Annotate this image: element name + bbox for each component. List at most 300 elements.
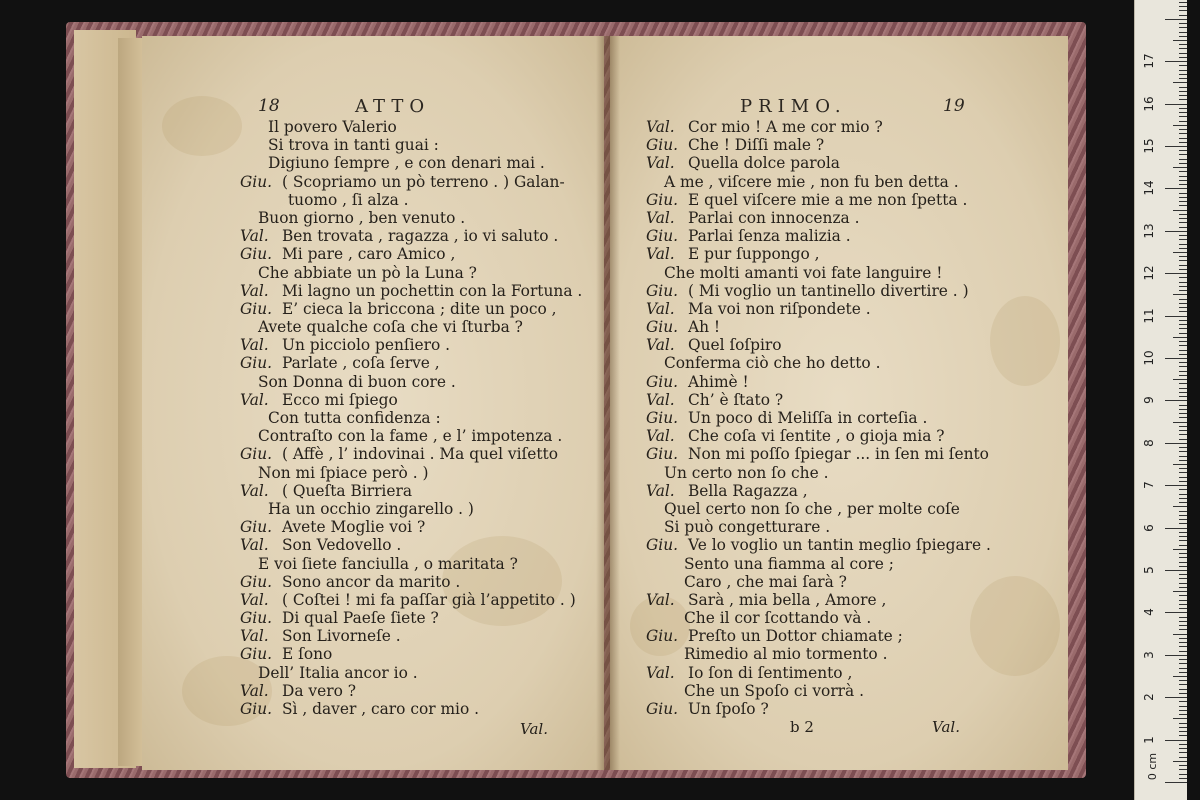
ruler-tick xyxy=(1179,112,1187,113)
ruler-tick xyxy=(1165,528,1187,529)
speaker-label: Val. xyxy=(646,427,675,446)
text-line xyxy=(240,482,582,500)
text-line xyxy=(240,191,582,209)
ruler-tick xyxy=(1179,392,1187,393)
ruler-tick xyxy=(1179,366,1187,367)
speaker-label: Val. xyxy=(240,281,269,300)
text-line xyxy=(240,173,582,191)
speaker-label: Val. xyxy=(646,390,675,409)
ruler-tick xyxy=(1179,477,1187,478)
verse-text: Il povero Valerio xyxy=(268,118,397,136)
verse-text: Preſto un Dottor chiamate ; xyxy=(688,627,903,646)
verse-text: Avete qualche coſa che vi ſturba ? xyxy=(258,318,523,337)
verse-text: Son Donna di buon core . xyxy=(258,372,456,391)
ruler-tick xyxy=(1165,400,1187,401)
ruler-tick xyxy=(1179,651,1187,652)
ruler-number: 14 xyxy=(1142,180,1156,197)
ruler-number: 12 xyxy=(1142,265,1156,281)
text-line xyxy=(646,245,991,263)
text-line xyxy=(646,136,991,154)
ruler-tick xyxy=(1179,133,1187,134)
ruler-tick xyxy=(1179,201,1187,202)
text-line xyxy=(240,464,582,482)
speaker-label: Val. xyxy=(240,390,269,409)
verse-text: Che abbiate un pò la Luna ? xyxy=(258,263,477,282)
ruler-tick xyxy=(1179,227,1187,228)
text-line xyxy=(240,609,582,627)
verse-text: Mi lagno un pochettin con la Fortuna . xyxy=(282,281,583,300)
verse-text: Parlai ſenza malizia . xyxy=(688,227,851,246)
ruler-tick xyxy=(1179,333,1187,334)
ruler-tick xyxy=(1179,769,1187,770)
ruler-tick xyxy=(1179,10,1187,11)
ruler-tick xyxy=(1179,65,1187,66)
ruler-tick xyxy=(1179,519,1187,520)
speaker-label: Giu. xyxy=(240,700,273,718)
ruler-tick xyxy=(1179,714,1187,715)
verse-text: Ve lo voglio un tantin meglio ſpiegare . xyxy=(688,536,991,555)
speaker-label: Giu. xyxy=(646,372,679,391)
ruler-tick xyxy=(1165,697,1187,698)
text-line xyxy=(646,518,991,536)
ruler-tick xyxy=(1179,557,1187,558)
right-catchword: Val. xyxy=(932,718,960,736)
ruler-tick xyxy=(1179,659,1187,660)
verse-text: Da vero ? xyxy=(282,681,356,700)
ruler-tick xyxy=(1179,99,1187,100)
right-page-text xyxy=(646,118,991,718)
verse-text: Si può congetturare . xyxy=(664,518,831,537)
text-line xyxy=(646,318,991,336)
ruler-tick xyxy=(1179,672,1187,673)
verse-text: tuomo , ſi alza . xyxy=(288,190,409,209)
verse-text: Che molti amanti voi fate languire ! xyxy=(664,263,943,282)
text-line xyxy=(646,173,991,191)
ruler-tick xyxy=(1179,748,1187,749)
ruler-tick xyxy=(1179,778,1187,779)
verse-text: Parlai con innocenza . xyxy=(688,208,860,227)
text-line xyxy=(240,154,582,172)
ruler-tick xyxy=(1179,341,1187,342)
ruler-tick xyxy=(1165,570,1187,571)
verse-text: Che ! Diſſi male ? xyxy=(688,136,825,155)
text-line xyxy=(646,118,991,136)
left-catchword: Val. xyxy=(520,720,548,738)
verse-text: Ecco mi ſpiego xyxy=(282,390,398,409)
ruler-tick xyxy=(1179,409,1187,410)
speaker-label: Giu. xyxy=(646,409,679,427)
ruler-tick xyxy=(1179,701,1187,702)
foxing-stain xyxy=(990,296,1060,386)
ruler-tick xyxy=(1179,150,1187,151)
verse-text: Son Livorneſe . xyxy=(282,627,401,646)
ruler-tick xyxy=(1179,417,1187,418)
verse-text: ( Queſta Birriera xyxy=(282,481,412,500)
text-line xyxy=(240,391,582,409)
ruler-tick xyxy=(1165,19,1187,20)
ruler-tick xyxy=(1179,434,1187,435)
ruler-tick xyxy=(1179,642,1187,643)
ruler-tick xyxy=(1179,218,1187,219)
speaker-label: Val. xyxy=(646,590,675,609)
foxing-stain xyxy=(162,96,242,156)
verse-text: ( Coſtei ! mi fa paſſar già l’appetito . ) xyxy=(282,590,576,609)
speaker-label: Val. xyxy=(240,627,269,646)
text-line xyxy=(646,682,991,700)
ruler-tick xyxy=(1179,36,1187,37)
ruler-tick xyxy=(1179,447,1187,448)
ruler-tick xyxy=(1179,320,1187,321)
ruler-tick xyxy=(1179,562,1187,563)
speaker-label: Val. xyxy=(646,154,675,173)
ruler-tick xyxy=(1179,731,1187,732)
ruler-tick xyxy=(1179,511,1187,512)
ruler-tick xyxy=(1179,765,1187,766)
ruler-tick xyxy=(1179,668,1187,669)
ruler-tick xyxy=(1179,184,1187,185)
text-line xyxy=(646,191,991,209)
verse-text: Con tutta confidenza : xyxy=(268,409,441,427)
ruler-tick xyxy=(1179,44,1187,45)
ruler-tick xyxy=(1179,163,1187,164)
ruler-tick xyxy=(1179,362,1187,363)
speaker-label: Giu. xyxy=(240,518,273,537)
ruler-tick xyxy=(1179,269,1187,270)
ruler-tick xyxy=(1173,634,1187,635)
ruler-tick xyxy=(1179,430,1187,431)
left-running-head: ATTO xyxy=(355,96,431,117)
ruler-tick xyxy=(1179,638,1187,639)
ruler-tick xyxy=(1179,277,1187,278)
ruler-tick xyxy=(1179,566,1187,567)
verse-text: Io ſon di ſentimento , xyxy=(688,663,853,682)
ruler-tick xyxy=(1179,405,1187,406)
ruler-tick xyxy=(1165,655,1187,656)
ruler-tick xyxy=(1179,307,1187,308)
ruler-tick xyxy=(1173,379,1187,380)
speaker-label: Giu. xyxy=(240,609,273,628)
ruler-tick xyxy=(1179,536,1187,537)
ruler-tick xyxy=(1179,23,1187,24)
speaker-label: Giu. xyxy=(646,227,679,246)
ruler-tick xyxy=(1173,40,1187,41)
verse-text: Che coſa vi ſentite , o gioja mia ? xyxy=(688,427,945,446)
ruler-number: 8 xyxy=(1142,438,1156,447)
text-line xyxy=(646,664,991,682)
ruler-number: 1 xyxy=(1142,735,1156,744)
ruler-tick xyxy=(1179,176,1187,177)
ruler-tick xyxy=(1179,706,1187,707)
text-line xyxy=(240,264,582,282)
ruler-number: 5 xyxy=(1142,566,1156,574)
ruler-tick xyxy=(1179,663,1187,664)
ruler-tick xyxy=(1179,70,1187,71)
verse-text: Buon giorno , ben venuto . xyxy=(258,208,466,227)
text-line xyxy=(646,645,991,663)
ruler-tick xyxy=(1179,744,1187,745)
ruler-tick xyxy=(1165,316,1187,317)
ruler-tick xyxy=(1179,375,1187,376)
speaker-label: Val. xyxy=(646,208,675,227)
ruler-tick xyxy=(1179,87,1187,88)
speaker-label: Giu. xyxy=(240,572,273,591)
text-line xyxy=(240,282,582,300)
verse-text: Non mi ſpiace però . ) xyxy=(258,463,429,482)
ruler-tick xyxy=(1179,583,1187,584)
ruler-number: 13 xyxy=(1142,223,1156,239)
speaker-label: Giu. xyxy=(646,627,679,646)
text-line xyxy=(240,336,582,354)
ruler-tick xyxy=(1179,2,1187,3)
ruler-tick xyxy=(1165,188,1187,189)
ruler-tick xyxy=(1179,735,1187,736)
ruler-tick xyxy=(1179,757,1187,758)
speaker-label: Val. xyxy=(646,336,675,355)
right-page-number: 19 xyxy=(943,96,965,116)
text-line xyxy=(646,354,991,372)
text-line xyxy=(240,136,582,154)
verse-text: A me , viſcere mie , non fu ben detta . xyxy=(664,172,959,191)
ruler-tick xyxy=(1179,646,1187,647)
ruler-tick xyxy=(1179,197,1187,198)
ruler-tick xyxy=(1179,57,1187,58)
ruler-tick xyxy=(1179,481,1187,482)
ruler-tick xyxy=(1173,718,1187,719)
ruler-tick xyxy=(1179,684,1187,685)
speaker-label: Val. xyxy=(240,227,269,246)
text-line xyxy=(646,609,991,627)
text-line xyxy=(646,227,991,245)
ruler-tick xyxy=(1179,239,1187,240)
ruler-tick xyxy=(1165,443,1187,444)
ruler-tick xyxy=(1179,121,1187,122)
text-line xyxy=(240,245,582,263)
verse-text: Di qual Paeſe ſiete ? xyxy=(282,609,439,628)
speaker-label: Val. xyxy=(646,481,675,500)
ruler-tick xyxy=(1173,761,1187,762)
ruler-tick xyxy=(1179,32,1187,33)
ruler-tick xyxy=(1179,774,1187,775)
ruler-tick xyxy=(1179,693,1187,694)
ruler-tick xyxy=(1179,193,1187,194)
ruler-tick xyxy=(1179,354,1187,355)
text-line xyxy=(240,427,582,445)
ruler-number: 17 xyxy=(1142,53,1156,69)
ruler-tick xyxy=(1179,723,1187,724)
ruler-tick xyxy=(1179,426,1187,427)
ruler-tick xyxy=(1179,595,1187,596)
ruler-tick xyxy=(1179,48,1187,49)
ruler-tick xyxy=(1165,104,1187,105)
ruler-tick xyxy=(1179,456,1187,457)
signature-mark: b 2 xyxy=(790,718,814,736)
text-line xyxy=(240,209,582,227)
speaker-label: Val. xyxy=(240,336,269,355)
verse-text: Sì , daver , caro cor mio . xyxy=(282,700,480,718)
ruler-tick xyxy=(1165,61,1187,62)
ruler-tick xyxy=(1179,108,1187,109)
ruler-unit-label: 0 cm xyxy=(1146,752,1160,781)
speaker-label: Giu. xyxy=(240,645,273,664)
ruler-tick xyxy=(1173,549,1187,550)
speaker-label: Val. xyxy=(646,299,675,318)
text-line xyxy=(240,536,582,554)
speaker-label: Val. xyxy=(240,481,269,500)
ruler-number: 2 xyxy=(1142,693,1156,702)
ruler-tick xyxy=(1179,265,1187,266)
ruler-tick xyxy=(1173,167,1187,168)
verse-text: Ha un occhio zingarello . ) xyxy=(268,499,474,518)
text-line xyxy=(240,645,582,663)
text-line xyxy=(240,445,582,463)
verse-text: Dell’ Italia ancor io . xyxy=(258,663,418,682)
ruler-tick xyxy=(1179,205,1187,206)
book-gutter xyxy=(596,36,620,770)
ruler-number: 3 xyxy=(1142,650,1156,659)
ruler-tick xyxy=(1179,629,1187,630)
speaker-label: Val. xyxy=(240,681,269,700)
ruler-tick xyxy=(1179,260,1187,261)
speaker-label: Giu. xyxy=(646,281,679,300)
speaker-label: Giu. xyxy=(646,318,679,337)
text-line xyxy=(240,591,582,609)
ruler-tick xyxy=(1179,689,1187,690)
verse-text: Conferma ciò che ho detto . xyxy=(664,354,881,373)
ruler-tick xyxy=(1179,53,1187,54)
ruler-tick xyxy=(1179,498,1187,499)
ruler-tick xyxy=(1179,502,1187,503)
ruler-tick xyxy=(1179,472,1187,473)
verse-text: Cor mio ! A me cor mio ? xyxy=(688,118,883,136)
ruler-tick xyxy=(1179,460,1187,461)
speaker-label: Giu. xyxy=(646,536,679,555)
ruler-tick xyxy=(1179,540,1187,541)
ruler-tick xyxy=(1179,515,1187,516)
text-line xyxy=(646,373,991,391)
ruler-tick xyxy=(1179,116,1187,117)
verse-text: Ahimè ! xyxy=(688,372,749,391)
verse-text: Un ſpoſo ? xyxy=(688,700,769,718)
verse-text: Ben trovata , ragazza , io vi saluto . xyxy=(282,227,559,246)
text-line xyxy=(646,591,991,609)
ruler-number: 10 xyxy=(1142,350,1156,366)
verse-text: Avete Moglie voi ? xyxy=(282,518,426,537)
ruler-tick xyxy=(1179,545,1187,546)
ruler-tick xyxy=(1173,422,1187,423)
ruler-tick xyxy=(1179,350,1187,351)
ruler-tick xyxy=(1179,587,1187,588)
verse-text: E voi ſiete fanciulla , o maritata ? xyxy=(258,554,518,573)
ruler-tick xyxy=(1165,612,1187,613)
verse-text: E quel viſcere mie a me non ſpetta . xyxy=(688,190,968,209)
verse-text: Un certo non ſo che . xyxy=(664,463,829,482)
text-line xyxy=(646,700,991,718)
ruler-tick xyxy=(1165,231,1187,232)
ruler-tick xyxy=(1165,485,1187,486)
text-line xyxy=(646,282,991,300)
text-line xyxy=(240,518,582,536)
ruler-tick xyxy=(1173,337,1187,338)
ruler-tick xyxy=(1179,413,1187,414)
ruler-number: 9 xyxy=(1142,396,1156,405)
verse-text: E pur ſuppongo , xyxy=(688,245,820,264)
ruler-tick xyxy=(1173,676,1187,677)
measuring-ruler xyxy=(1134,0,1187,800)
ruler-tick xyxy=(1179,214,1187,215)
right-running-head: PRIMO. xyxy=(740,96,847,117)
ruler-tick xyxy=(1165,782,1187,783)
ruler-tick xyxy=(1179,142,1187,143)
ruler-tick xyxy=(1179,388,1187,389)
verse-text: ( Scopriamo un pò terreno . ) Galan- xyxy=(282,172,565,191)
ruler-tick xyxy=(1179,710,1187,711)
ruler-tick xyxy=(1179,303,1187,304)
ruler-tick xyxy=(1179,383,1187,384)
speaker-label: Giu. xyxy=(646,445,679,464)
ruler-tick xyxy=(1179,371,1187,372)
ruler-tick xyxy=(1179,159,1187,160)
verse-text: Che un Spoſo ci vorrà . xyxy=(684,681,864,700)
text-line xyxy=(646,427,991,445)
text-line xyxy=(240,500,582,518)
ruler-tick xyxy=(1179,617,1187,618)
ruler-tick xyxy=(1173,591,1187,592)
text-line xyxy=(240,300,582,318)
ruler-tick xyxy=(1179,523,1187,524)
ruler-tick xyxy=(1179,680,1187,681)
ruler-tick xyxy=(1179,235,1187,236)
ruler-tick xyxy=(1179,578,1187,579)
text-line xyxy=(646,391,991,409)
verse-text: Sento una fiamma al core ; xyxy=(684,554,894,573)
verse-text: Quel certo non ſo che , per molte coſe xyxy=(664,499,960,518)
ruler-tick xyxy=(1179,727,1187,728)
text-line xyxy=(646,409,991,427)
ruler-tick xyxy=(1179,256,1187,257)
speaker-label: Giu. xyxy=(646,136,679,155)
verse-text: Quella dolce parola xyxy=(688,154,840,173)
text-line xyxy=(240,373,582,391)
verse-text: E’ cieca la briccona ; dite un poco , xyxy=(282,299,557,318)
ruler-tick xyxy=(1179,553,1187,554)
ruler-tick xyxy=(1173,82,1187,83)
ruler-tick xyxy=(1179,138,1187,139)
ruler-tick xyxy=(1179,15,1187,16)
speaker-label: Val. xyxy=(646,245,675,264)
ruler-tick xyxy=(1179,244,1187,245)
speaker-label: Val. xyxy=(646,118,675,136)
ruler-tick xyxy=(1179,286,1187,287)
ruler-tick xyxy=(1179,600,1187,601)
text-line xyxy=(240,700,582,718)
ruler-tick xyxy=(1179,180,1187,181)
text-line xyxy=(646,445,991,463)
text-line xyxy=(240,627,582,645)
ruler-tick xyxy=(1179,290,1187,291)
ruler-tick xyxy=(1173,506,1187,507)
ruler-tick xyxy=(1179,27,1187,28)
speaker-label: Val. xyxy=(646,663,675,682)
ruler-tick xyxy=(1179,154,1187,155)
text-line xyxy=(646,627,991,645)
text-line xyxy=(646,500,991,518)
text-line xyxy=(240,354,582,372)
verse-text: Che il cor ſcottando và . xyxy=(684,609,872,628)
verse-text: Ch’ è ſtato ? xyxy=(688,390,784,409)
ruler-tick xyxy=(1179,324,1187,325)
ruler-tick xyxy=(1179,396,1187,397)
ruler-tick xyxy=(1179,752,1187,753)
